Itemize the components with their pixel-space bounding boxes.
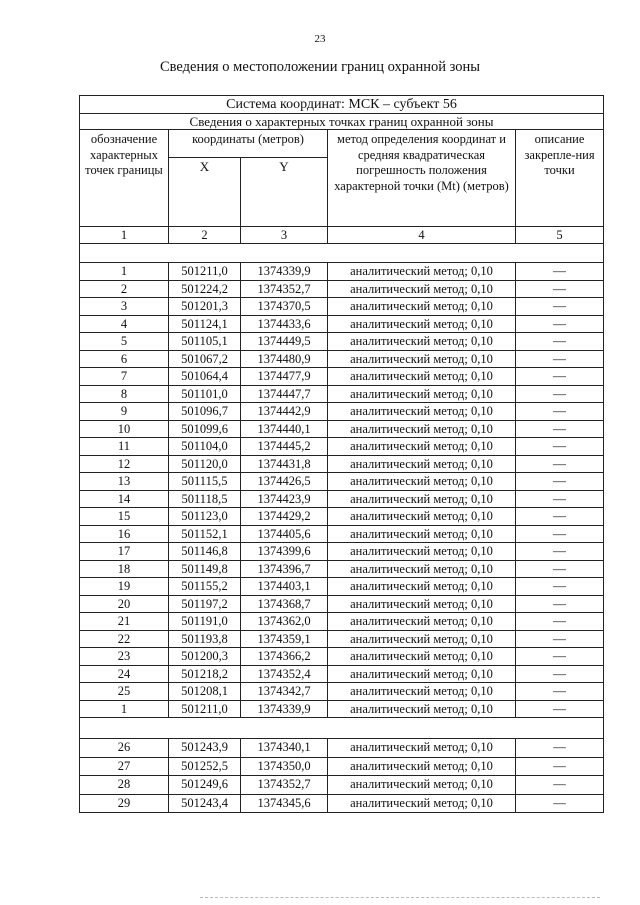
description-cell: — <box>516 739 604 758</box>
description-cell: — <box>516 403 604 421</box>
y-coordinate-cell: 1374359,1 <box>241 630 328 648</box>
method-cell: аналитический метод; 0,10 <box>328 385 516 403</box>
page-number: 23 <box>314 33 326 45</box>
method-cell: аналитический метод; 0,10 <box>328 280 516 298</box>
y-coordinate-cell: 1374370,5 <box>241 298 328 316</box>
header-method: метод определения координат и средняя квадратическая погрешность положения характерной точки (Mt) (метров) <box>328 130 516 227</box>
point-number-cell: 17 <box>80 543 169 561</box>
method-cell: аналитический метод; 0,10 <box>328 333 516 351</box>
table-row <box>80 385 604 403</box>
description-cell: — <box>516 630 604 648</box>
y-coordinate-cell: 1374429,2 <box>241 508 328 526</box>
document-title: Сведения о местоположении границ охранной зоны <box>159 59 480 75</box>
description-cell: — <box>516 794 604 813</box>
table-row <box>80 560 604 578</box>
method-cell: аналитический метод; 0,10 <box>328 525 516 543</box>
separator-cell <box>80 718 604 739</box>
column-number: 2 <box>169 227 241 244</box>
point-number-cell: 26 <box>80 739 169 758</box>
x-coordinate-cell: 501200,3 <box>169 648 241 666</box>
description-cell: — <box>516 508 604 526</box>
method-cell: аналитический метод; 0,10 <box>328 473 516 491</box>
y-coordinate-cell: 1374431,8 <box>241 455 328 473</box>
description-cell: — <box>516 665 604 683</box>
method-cell: аналитический метод; 0,10 <box>328 794 516 813</box>
y-coordinate-cell: 1374403,1 <box>241 578 328 596</box>
description-cell: — <box>516 438 604 456</box>
description-cell: — <box>516 560 604 578</box>
y-coordinate-cell: 1374339,9 <box>241 263 328 281</box>
method-cell: аналитический метод; 0,10 <box>328 315 516 333</box>
x-coordinate-cell: 501155,2 <box>169 578 241 596</box>
x-coordinate-cell: 501243,9 <box>169 739 241 758</box>
method-cell: аналитический метод; 0,10 <box>328 776 516 795</box>
y-coordinate-cell: 1374440,1 <box>241 420 328 438</box>
description-cell: — <box>516 490 604 508</box>
x-coordinate-cell: 501096,7 <box>169 403 241 421</box>
description-cell: — <box>516 333 604 351</box>
column-number: 1 <box>80 227 169 244</box>
header-point-label: обозначение характерных точек границы <box>80 130 169 227</box>
header-y: Y <box>241 158 328 227</box>
table-row <box>80 665 604 683</box>
description-cell: — <box>516 473 604 491</box>
method-cell: аналитический метод; 0,10 <box>328 648 516 666</box>
method-cell: аналитический метод; 0,10 <box>328 665 516 683</box>
x-coordinate-cell: 501193,8 <box>169 630 241 648</box>
method-cell: аналитический метод; 0,10 <box>328 403 516 421</box>
method-cell: аналитический метод; 0,10 <box>328 543 516 561</box>
header-x: X <box>169 158 241 227</box>
method-cell: аналитический метод; 0,10 <box>328 578 516 596</box>
y-coordinate-cell: 1374352,4 <box>241 665 328 683</box>
y-coordinate-cell: 1374342,7 <box>241 683 328 701</box>
table-row <box>80 403 604 421</box>
method-cell: аналитический метод; 0,10 <box>328 438 516 456</box>
table-row <box>80 525 604 543</box>
table-row <box>80 630 604 648</box>
description-cell: — <box>516 595 604 613</box>
description-cell: — <box>516 776 604 795</box>
group-separator-row <box>80 718 604 739</box>
table-row <box>80 280 604 298</box>
table-row <box>80 776 604 795</box>
point-number-cell: 6 <box>80 350 169 368</box>
table-subtitle: Сведения о характерных точках границ охранной зоны <box>80 114 604 130</box>
description-cell: — <box>516 543 604 561</box>
x-coordinate-cell: 501208,1 <box>169 683 241 701</box>
description-cell: — <box>516 368 604 386</box>
table-row <box>80 648 604 666</box>
point-number-cell: 22 <box>80 630 169 648</box>
point-number-cell: 2 <box>80 280 169 298</box>
y-coordinate-cell: 1374352,7 <box>241 776 328 795</box>
x-coordinate-cell: 501201,3 <box>169 298 241 316</box>
point-number-cell: 5 <box>80 333 169 351</box>
point-number-cell: 3 <box>80 298 169 316</box>
method-cell: аналитический метод; 0,10 <box>328 490 516 508</box>
x-coordinate-cell: 501146,8 <box>169 543 241 561</box>
description-cell: — <box>516 578 604 596</box>
x-coordinate-cell: 501101,0 <box>169 385 241 403</box>
y-coordinate-cell: 1374449,5 <box>241 333 328 351</box>
column-number: 3 <box>241 227 328 244</box>
table-row <box>80 700 604 718</box>
method-cell: аналитический метод; 0,10 <box>328 368 516 386</box>
table-row <box>80 420 604 438</box>
point-number-cell: 9 <box>80 403 169 421</box>
method-cell: аналитический метод; 0,10 <box>328 595 516 613</box>
y-coordinate-cell: 1374433,6 <box>241 315 328 333</box>
point-number-cell: 20 <box>80 595 169 613</box>
table-row <box>80 315 604 333</box>
point-number-cell: 8 <box>80 385 169 403</box>
y-coordinate-cell: 1374366,2 <box>241 648 328 666</box>
point-number-cell: 10 <box>80 420 169 438</box>
table-row <box>80 350 604 368</box>
table-row <box>80 438 604 456</box>
x-coordinate-cell: 501064,4 <box>169 368 241 386</box>
x-coordinate-cell: 501099,6 <box>169 420 241 438</box>
point-number-cell: 21 <box>80 613 169 631</box>
y-coordinate-cell: 1374426,5 <box>241 473 328 491</box>
x-coordinate-cell: 501211,0 <box>169 263 241 281</box>
description-cell: — <box>516 683 604 701</box>
method-cell: аналитический метод; 0,10 <box>328 613 516 631</box>
table-row <box>80 490 604 508</box>
column-numbers-row <box>80 227 604 244</box>
point-number-cell: 24 <box>80 665 169 683</box>
header-description: описание закрепле-ния точки <box>516 130 604 227</box>
column-number: 5 <box>516 227 604 244</box>
method-cell: аналитический метод; 0,10 <box>328 263 516 281</box>
x-coordinate-cell: 501224,2 <box>169 280 241 298</box>
table-row <box>80 739 604 758</box>
table-row <box>80 578 604 596</box>
x-coordinate-cell: 501197,2 <box>169 595 241 613</box>
column-number: 4 <box>328 227 516 244</box>
x-coordinate-cell: 501115,5 <box>169 473 241 491</box>
point-number-cell: 18 <box>80 560 169 578</box>
y-coordinate-cell: 1374345,6 <box>241 794 328 813</box>
y-coordinate-cell: 1374423,9 <box>241 490 328 508</box>
method-cell: аналитический метод; 0,10 <box>328 757 516 776</box>
description-cell: — <box>516 298 604 316</box>
description-cell: — <box>516 757 604 776</box>
x-coordinate-cell: 501124,1 <box>169 315 241 333</box>
point-number-cell: 16 <box>80 525 169 543</box>
point-number-cell: 15 <box>80 508 169 526</box>
x-coordinate-cell: 501252,5 <box>169 757 241 776</box>
table-row <box>80 368 604 386</box>
group-separator-row <box>80 244 604 263</box>
table-row <box>80 595 604 613</box>
table-row <box>80 473 604 491</box>
method-cell: аналитический метод; 0,10 <box>328 683 516 701</box>
table-row <box>80 543 604 561</box>
point-number-cell: 19 <box>80 578 169 596</box>
page-bottom-artifact <box>200 897 600 901</box>
y-coordinate-cell: 1374405,6 <box>241 525 328 543</box>
y-coordinate-cell: 1374339,9 <box>241 700 328 718</box>
x-coordinate-cell: 501120,0 <box>169 455 241 473</box>
table-row <box>80 794 604 813</box>
point-number-cell: 4 <box>80 315 169 333</box>
method-cell: аналитический метод; 0,10 <box>328 739 516 758</box>
x-coordinate-cell: 501105,1 <box>169 333 241 351</box>
table-row <box>80 508 604 526</box>
point-number-cell: 11 <box>80 438 169 456</box>
description-cell: — <box>516 420 604 438</box>
separator-cell <box>80 244 604 263</box>
method-cell: аналитический метод; 0,10 <box>328 560 516 578</box>
x-coordinate-cell: 501152,1 <box>169 525 241 543</box>
y-coordinate-cell: 1374362,0 <box>241 613 328 631</box>
table-row <box>80 333 604 351</box>
x-coordinate-cell: 501211,0 <box>169 700 241 718</box>
method-cell: аналитический метод; 0,10 <box>328 298 516 316</box>
point-number-cell: 13 <box>80 473 169 491</box>
y-coordinate-cell: 1374396,7 <box>241 560 328 578</box>
point-number-cell: 7 <box>80 368 169 386</box>
description-cell: — <box>516 263 604 281</box>
y-coordinate-cell: 1374445,2 <box>241 438 328 456</box>
y-coordinate-cell: 1374399,6 <box>241 543 328 561</box>
table-row <box>80 613 604 631</box>
y-coordinate-cell: 1374477,9 <box>241 368 328 386</box>
point-number-cell: 1 <box>80 263 169 281</box>
x-coordinate-cell: 501249,6 <box>169 776 241 795</box>
x-coordinate-cell: 501218,2 <box>169 665 241 683</box>
point-number-cell: 29 <box>80 794 169 813</box>
boundary-points-table <box>79 95 604 813</box>
x-coordinate-cell: 501243,4 <box>169 794 241 813</box>
point-number-cell: 12 <box>80 455 169 473</box>
x-coordinate-cell: 501104,0 <box>169 438 241 456</box>
x-coordinate-cell: 501191,0 <box>169 613 241 631</box>
table-row <box>80 455 604 473</box>
method-cell: аналитический метод; 0,10 <box>328 350 516 368</box>
method-cell: аналитический метод; 0,10 <box>328 630 516 648</box>
description-cell: — <box>516 315 604 333</box>
y-coordinate-cell: 1374350,0 <box>241 757 328 776</box>
x-coordinate-cell: 501067,2 <box>169 350 241 368</box>
y-coordinate-cell: 1374480,9 <box>241 350 328 368</box>
y-coordinate-cell: 1374447,7 <box>241 385 328 403</box>
description-cell: — <box>516 525 604 543</box>
method-cell: аналитический метод; 0,10 <box>328 700 516 718</box>
table-row <box>80 263 604 281</box>
x-coordinate-cell: 501149,8 <box>169 560 241 578</box>
table-row <box>80 683 604 701</box>
point-number-cell: 25 <box>80 683 169 701</box>
description-cell: — <box>516 280 604 298</box>
x-coordinate-cell: 501123,0 <box>169 508 241 526</box>
description-cell: — <box>516 613 604 631</box>
description-cell: — <box>516 455 604 473</box>
method-cell: аналитический метод; 0,10 <box>328 508 516 526</box>
y-coordinate-cell: 1374368,7 <box>241 595 328 613</box>
description-cell: — <box>516 648 604 666</box>
table-row <box>80 298 604 316</box>
y-coordinate-cell: 1374442,9 <box>241 403 328 421</box>
point-number-cell: 23 <box>80 648 169 666</box>
point-number-cell: 14 <box>80 490 169 508</box>
method-cell: аналитический метод; 0,10 <box>328 455 516 473</box>
x-coordinate-cell: 501118,5 <box>169 490 241 508</box>
header-coordinates: координаты (метров) <box>169 130 328 158</box>
point-number-cell: 1 <box>80 700 169 718</box>
description-cell: — <box>516 350 604 368</box>
point-number-cell: 27 <box>80 757 169 776</box>
method-cell: аналитический метод; 0,10 <box>328 420 516 438</box>
table-row <box>80 757 604 776</box>
description-cell: — <box>516 700 604 718</box>
y-coordinate-cell: 1374352,7 <box>241 280 328 298</box>
description-cell: — <box>516 385 604 403</box>
coordinate-system-caption: Система координат: МСК – субъект 56 <box>80 96 604 114</box>
point-number-cell: 28 <box>80 776 169 795</box>
y-coordinate-cell: 1374340,1 <box>241 739 328 758</box>
